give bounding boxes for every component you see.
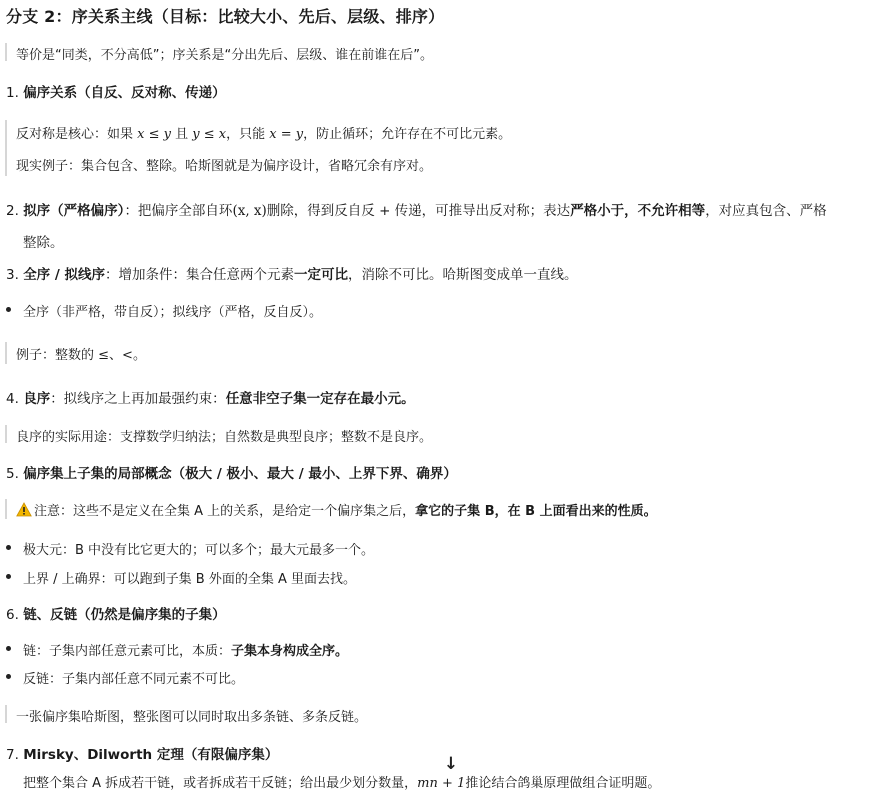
text: 且 <box>170 127 193 142</box>
section-number: 5. <box>6 466 19 482</box>
example-note <box>16 344 146 363</box>
section-6-heading <box>6 603 226 623</box>
text: 链：子集内部任意元素可比，本质： <box>23 644 232 659</box>
math-expression: x ≤ y <box>137 127 171 142</box>
section-1-title: 偏序关系（自反、反对称、传递） <box>23 85 226 101</box>
warning-note <box>16 500 657 519</box>
section-4-title: 良序 <box>23 391 51 407</box>
list-item: 全序（非严格，带自反）；拟线序（严格，反自反）。 <box>23 305 323 320</box>
section-number: 7. <box>6 747 19 763</box>
math-expression: ≤、< <box>98 348 133 363</box>
emphasis: 任意非空子集一定存在最小元。 <box>225 391 415 407</box>
section-4-paragraph <box>6 387 415 407</box>
quote-bar <box>5 499 7 519</box>
text: ，对应真包含、严格 <box>705 203 827 219</box>
quote-bar <box>5 425 7 443</box>
section-7-title: Mirsky、Dilworth 定理（有限偏序集） <box>23 747 279 763</box>
quote-bar <box>5 705 7 723</box>
scroll-down-button[interactable] <box>440 753 462 775</box>
section-number: 1. <box>6 85 19 101</box>
list-item: 上界 / 上确界：可以跑到子集 B 外面的全集 A 里面去找。 <box>23 572 356 587</box>
section-2-title: 拟序（严格偏序） <box>23 203 125 219</box>
section-3-title: 全序 / 拟线序 <box>23 267 106 283</box>
intro-text: 等价是“同类，不分高低”；序关系是“分出先后、层级、谁在前谁在后”。 <box>16 48 433 63</box>
section-5-title: 偏序集上子集的局部概念（极大 / 极小、最大 / 最小、上界下界、确界） <box>23 466 457 482</box>
text: 。 <box>132 348 146 363</box>
bullet-dot <box>6 545 11 550</box>
math-expression: y ≤ x <box>192 127 227 142</box>
section-7-heading <box>6 743 278 763</box>
section-2-paragraph <box>6 199 827 219</box>
well-order-note: 良序的实际用途：支撑数学归纳法；自然数是典型良序；整数不是良序。 <box>16 430 433 445</box>
math-expression: (x, x) <box>232 203 267 219</box>
bullet-dot <box>6 646 11 651</box>
hasse-note: 一张偏序集哈斯图，整张图可以同时取出多条链、多条反链。 <box>16 710 368 725</box>
section-3-paragraph <box>6 263 578 283</box>
text: 反对称是核心：如果 <box>16 127 138 142</box>
section-number: 2. <box>6 203 19 219</box>
quote-bar <box>5 342 7 364</box>
quote-bar <box>5 120 7 176</box>
section-2-continuation: 整除。 <box>23 235 64 251</box>
bullet-dot <box>6 674 11 679</box>
section-number: 4. <box>6 391 19 407</box>
emphasis: 严格小于，不允许相等 <box>570 203 706 219</box>
section-1-heading <box>6 81 226 101</box>
math-expression: mn + 1 <box>417 776 466 791</box>
real-example-note: 现实例子：集合包含、整除。哈斯图就是为偏序设计，省略冗余有序对。 <box>16 159 433 174</box>
text: 推论结合鸽巢原理做组合证明题。 <box>465 776 661 791</box>
section-6-title: 链、反链（仍然是偏序集的子集） <box>23 607 226 623</box>
emphasis: 一定可比 <box>294 267 349 283</box>
page-title: 分支 2：序关系主线（目标：比较大小、先后、层级、排序） <box>6 7 445 26</box>
section-number: 3. <box>6 267 19 283</box>
antisymmetry-note <box>16 123 511 142</box>
text: ：把偏序全部自环 <box>124 203 233 219</box>
section-number: 6. <box>6 607 19 623</box>
section-7-body <box>23 772 660 791</box>
text: ，只能 <box>226 127 270 142</box>
bullet-dot <box>6 307 11 312</box>
bullet-dot <box>6 574 11 579</box>
warning-icon <box>16 502 32 517</box>
text: 注意：这些不是定义在全集 A 上的关系，是给定一个偏序集之后， <box>34 504 416 519</box>
text: ：增加条件：集合任意两个元素 <box>105 267 295 283</box>
text: 把整个集合 A 拆成若干链，或者拆成若干反链；给出最少划分数量， <box>23 776 418 791</box>
text: 例子：整数的 <box>16 348 99 363</box>
text: ，消除不可比。哈斯图变成单一直线。 <box>348 267 578 283</box>
text: 删除，得到反自反 + 传递，可推导出反对称；表达 <box>266 203 571 219</box>
text: ，防止循环；允许存在不可比元素。 <box>303 127 512 142</box>
emphasis: 子集本身构成全序。 <box>231 644 349 659</box>
list-item: 极大元：B 中没有比它更大的；可以多个；最大元最多一个。 <box>23 543 375 558</box>
section-5-heading <box>6 462 457 482</box>
text: ：拟线序之上再加最强约束： <box>50 391 226 407</box>
list-item <box>23 640 348 659</box>
emphasis: 拿它的子集 B，在 B 上面看出来的性质。 <box>415 504 657 519</box>
arrow-down-icon: ↓ <box>443 754 459 774</box>
list-item: 反链：子集内部任意不同元素不可比。 <box>23 672 245 687</box>
quote-bar <box>5 43 7 61</box>
math-expression: x = y <box>269 127 304 142</box>
